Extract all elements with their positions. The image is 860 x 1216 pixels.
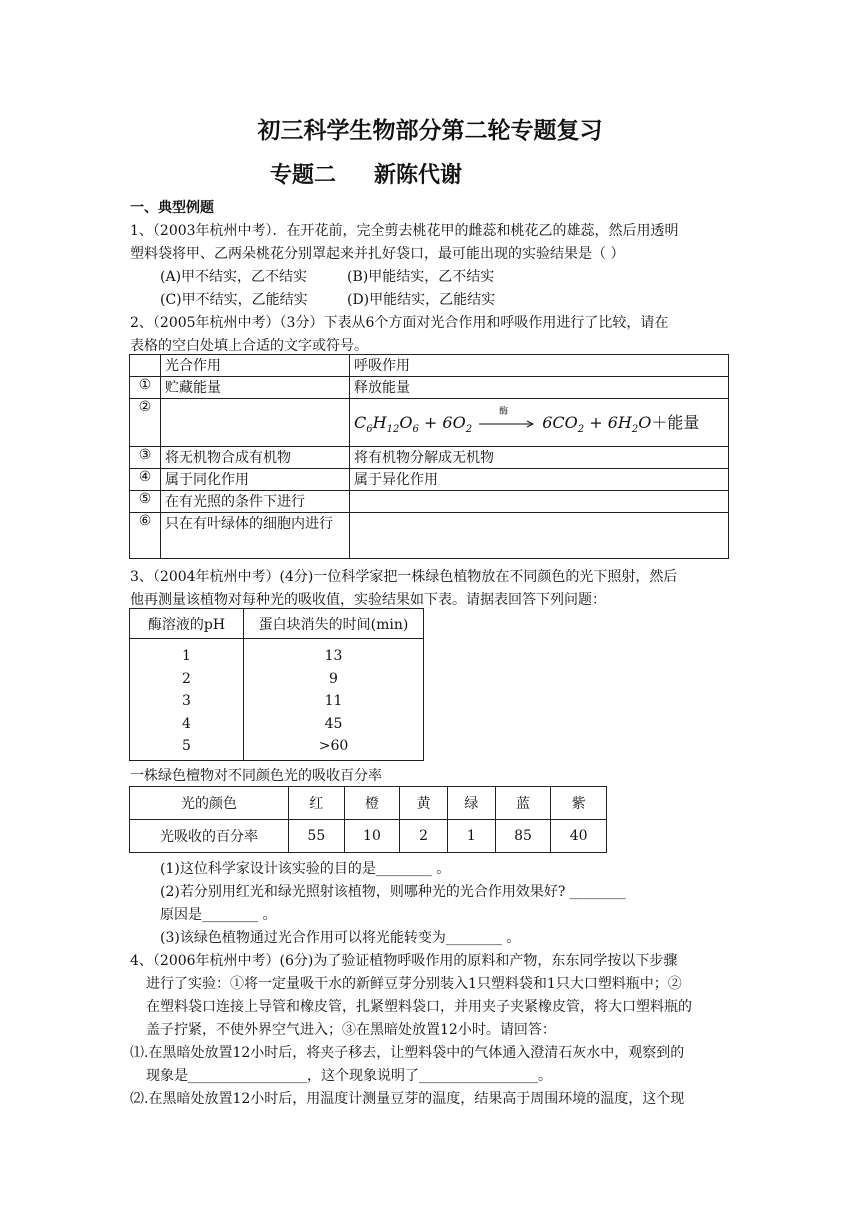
ph-header: 酶溶液的pH — [130, 609, 244, 639]
photosynthesis-cell-blank — [161, 399, 350, 447]
rate-label: 光吸收的百分率 — [130, 820, 289, 853]
q4-line3: 在塑料袋口连接上导管和橡皮管，扎紧塑料袋口，并用夹子夹紧橡皮管，将大口塑料瓶的 — [146, 999, 692, 1015]
time-value: 11 — [324, 693, 343, 709]
time-value: 45 — [324, 715, 343, 732]
q4-part1-line2: 现象是_________________，这个现象说明了_________________。 — [146, 1068, 552, 1084]
header-cell — [130, 355, 161, 377]
q1-option-d: (D)甲能结实，乙能结实 — [347, 292, 496, 308]
q3-sub2-reason: 原因是________ 。 — [160, 907, 277, 923]
color-cell: 紫 — [551, 787, 607, 820]
comparison-table — [129, 354, 729, 559]
table-caption: 一株绿色檀物对不同颜色光的吸收百分率 — [130, 768, 382, 784]
rate-cell: 10 — [344, 820, 400, 853]
photosynthesis-cell: 将无机物合成有机物 — [161, 447, 350, 469]
q3-line1: 3、（2004年杭州中考）(4分)一位科学家把一株绿色植物放在不同颜色的光下照射，然后 — [130, 569, 678, 585]
topic-title — [270, 158, 462, 189]
photosynthesis-cell: 贮藏能量 — [161, 377, 350, 399]
page-title: 初三科学生物部分第二轮专题复习 — [257, 118, 603, 144]
q4-part1-line1: ⑴.在黑暗处放置12小时后，将夹子移去，让塑料袋中的气体通入澄清石灰水中，观察到的 — [130, 1045, 685, 1061]
q2-line2: 表格的空白处填上合适的文字或符号。 — [130, 338, 368, 354]
q3-line2: 他再测量该植物对每种光的吸收值，实验结果如下表。请据表回答下列问题： — [130, 592, 606, 608]
ph-value: 4 — [182, 715, 191, 732]
header-respiration: 呼吸作用 — [350, 355, 729, 377]
color-cell: 黄 — [400, 787, 448, 820]
time-header: 蛋白块消失的时间(min) — [244, 609, 424, 639]
rate-cell: 55 — [289, 820, 345, 853]
topic-number: 专题二 — [270, 163, 337, 188]
q1-option-c: (C)甲不结实，乙能结实 — [160, 292, 308, 308]
color-cell: 红 — [289, 787, 345, 820]
q2-line1: 2、（2005年杭州中考）（3分）下表从6个方面对光合作用和呼吸作用进行了比较，请在 — [130, 315, 669, 331]
section-heading: 一、典型例题 — [130, 200, 214, 216]
time-value: >60 — [318, 738, 349, 754]
ph-value: 5 — [182, 738, 191, 754]
q4-line4: 盖子拧紧，不使外界空气进入；③在黑暗处放置12小时。请回答： — [146, 1022, 556, 1038]
respiration-cell: 将有机物分解成无机物 — [350, 447, 729, 469]
q1-option-a: (A)甲不结实，乙不结实 — [160, 269, 308, 285]
ph-values — [130, 639, 244, 761]
photosynthesis-cell: 属于同化作用 — [161, 469, 350, 491]
q3-sub2: (2)若分别用红光和绿光照射该植物，则哪种光的光合作用效果好? ________ — [160, 884, 626, 900]
color-cell: 绿 — [447, 787, 495, 820]
q1-line2: 塑料袋将甲、乙两朵桃花分别罩起来并扎好袋口，最可能出现的实验结果是（ ） — [130, 246, 625, 262]
respiration-cell: 释放能量 — [350, 377, 729, 399]
photosynthesis-cell: 只在有叶绿体的细胞内进行 — [161, 513, 350, 559]
time-value: 13 — [324, 648, 343, 664]
respiration-equation: $C_6H_{12}O_6 + 6O_2$ 酶 $6CO_2 + 6H_2O$ — [354, 413, 651, 432]
row-number: ② — [130, 399, 161, 447]
respiration-formula-cell — [350, 399, 729, 447]
q4-part2-line1: ⑵.在黑暗处放置12小时后，用温度计测量豆芽的温度，结果高于周围环境的温度，这个现 — [130, 1091, 685, 1107]
q3-sub3: (3)该绿色植物通过光合作用可以将光能转变为________ 。 — [160, 930, 521, 946]
rate-cell: 85 — [495, 820, 551, 853]
row-number: ① — [130, 377, 161, 399]
energy-label: ＋能量 — [651, 412, 700, 432]
ph-value: 3 — [182, 693, 191, 709]
row-number: ⑤ — [130, 491, 161, 513]
row-number: ④ — [130, 469, 161, 491]
respiration-cell: 属于异化作用 — [350, 469, 729, 491]
ph-value: 1 — [182, 648, 191, 664]
row-number: ⑥ — [130, 513, 161, 559]
rate-cell: 1 — [447, 820, 495, 853]
enzyme-label: 酶 — [499, 407, 509, 418]
row-number: ③ — [130, 447, 161, 469]
respiration-cell-blank — [350, 513, 729, 559]
ph-table — [129, 608, 424, 761]
topic-name: 新陈代谢 — [374, 163, 463, 188]
light-absorption-table — [129, 786, 607, 853]
time-values — [244, 639, 424, 761]
color-cell: 橙 — [344, 787, 400, 820]
q4-line1: 4、（2006年杭州中考）(6分)为了验证植物呼吸作用的原料和产物，东东同学按以下步骤 — [130, 953, 678, 969]
color-label: 光的颜色 — [130, 787, 289, 820]
reaction-arrow-icon — [477, 419, 537, 429]
q4-line2: 进行了实验：①将一定量吸干水的新鲜豆芽分别装入1只塑料袋和1只大口塑料瓶中；② — [146, 976, 682, 992]
photosynthesis-cell: 在有光照的条件下进行 — [161, 491, 350, 513]
q1-option-b: (B)甲能结实，乙不结实 — [347, 269, 495, 285]
ph-value: 2 — [182, 670, 191, 687]
rate-cell: 40 — [551, 820, 607, 853]
color-cell: 蓝 — [495, 787, 551, 820]
header-photosynthesis: 光合作用 — [161, 355, 350, 377]
q3-sub1: (1)这位科学家设计该实验的目的是________ 。 — [160, 861, 451, 877]
respiration-cell-blank — [350, 491, 729, 513]
rate-cell: 2 — [400, 820, 448, 853]
time-value: 9 — [329, 670, 338, 687]
q1-line1: 1、（2003年杭州中考）．在开花前，完全剪去桃花甲的雌蕊和桃花乙的雄蕊，然后用透明 — [130, 223, 679, 239]
